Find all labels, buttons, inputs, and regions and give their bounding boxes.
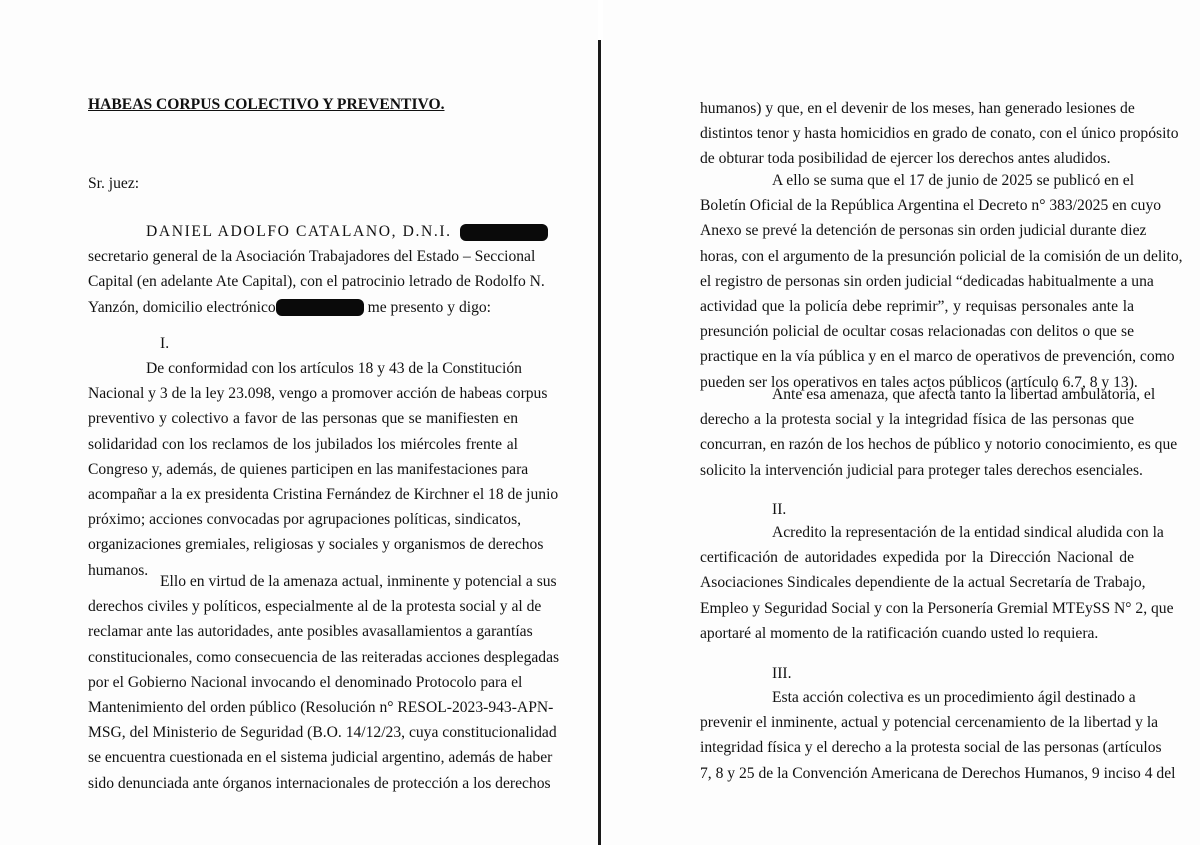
paragraph-accion-colectiva: Esta acción colectiva es un procedimiento ágil destinado a prevenir el inminente, actual y potencial cercenamiento de la libertad y la integridad física y el derecho a la protesta social de las personas (artículos 7, 8 y 25 de la Convención Americana de Derechos Humanos, 9 inciso 4 del (700, 689, 1176, 782)
right-page (603, 0, 1200, 845)
paragraph-continuation: humanos) y que, en el devenir de los meses, han generado lesiones de distintos tenor y hasta homicidios en grado de conato, con el único propósito de obturar toda posibilidad de ejercer los derechos antes aludidos. (700, 100, 1179, 168)
intro-closing: me presento y digo: (367, 298, 492, 316)
section-I-heading: I. (160, 335, 170, 352)
section-III-heading: III. (772, 665, 792, 682)
document-heading: HABEAS CORPUS COLECTIVO Y PREVENTIVO. (88, 96, 445, 113)
redacted-email (276, 299, 364, 316)
paragraph-conformidad: De conformidad con los artículos 18 y 43 de la Constitución Nacional y 3 de la ley 23.098, vengo a promover acción de habeas corpus preventivo y colectivo a favor de las personas que se manifiesten en solidaridad con los reclamos de los jubilados los miércoles frente al Congreso y, además, de quienes participen en las manifestaciones para acompañar a la ex presidenta Cristina Fernández de Kirchner el 18 de junio próximo; acciones convocadas por agrupaciones políticas, sindicatos, organizaciones gremiales, religiosas y sociales y organismos de derechos humanos. (88, 360, 559, 579)
intro-paragraph: DANIEL ADOLFO CATALANO, D.N.I. secretario general de la Asociación Trabajadores del Estado – Seccional Capital (en adelante Ate Capital), con el patrocinio letrado de Rodolfo N. Yanzón, domicilio electrónico me presento y digo: (88, 219, 518, 320)
intro-name: DANIEL ADOLFO CATALANO, D.N.I. (146, 223, 452, 240)
redacted-dni (460, 224, 548, 241)
paragraph-acredito: Acredito la representación de la entidad sindical aludida con la certificación de autoridades expedida por la Dirección Nacional de Asociaciones Sindicales dependiente de la actual Secretaría de Trabajo, Empleo y Seguridad Social y con la Personería Gremial MTEySS N° 2, que aportaré al momento de la ratificación cuando usted lo requiera. (700, 524, 1174, 642)
left-page (0, 0, 598, 845)
salutation: Sr. juez: (88, 175, 140, 192)
paragraph-amenaza-actual: Ello en virtud de la amenaza actual, inminente y potencial a sus derechos civiles y políticos, especialmente al de la protesta social y al de reclamar ante las autoridades, ante posibles avasallamientos a garantías constitucionales, como consecuencia de las reiteradas acciones desplegadas por el Gobierno Nacional invocando el denominado Protocolo para el Mantenimiento del orden público (Resolución n° RESOL-2023-943-APN- MSG, del Ministerio de Seguridad (B.O. 14/12/23, cuya constitucionalidad se encuentra cuestionada en el sistema judicial argentino, además de haber sido denunciada ante órganos internacionales de protección a los derechos (88, 573, 560, 792)
section-II-heading: II. (772, 501, 787, 518)
paragraph-ante-esa-amenaza: Ante esa amenaza, que afecta tanto la libertad ambulatoria, el derecho a la protesta social y la integridad física de las personas que concurran, en razón de los hechos de público y notorio conocimiento, es que solicito la intervención judicial para proteger tales derechos esenciales. (700, 386, 1178, 479)
page-divider (598, 40, 601, 845)
intro-domicilio: Yanzón, domicilio electrónico (88, 298, 276, 316)
paragraph-decreto: A ello se suma que el 17 de junio de 2025 se publicó en el Boletín Oficial de la República Argentina el Decreto n° 383/2025 en cuyo Anexo se prevé la detención de personas sin orden judicial durante diez horas, con el argumento de la presunción policial de la comisión de un delito, el registro de personas sin orden judicial “dedicadas habitualmente a una actividad que la policía debe reprimir”, y requisas personales ante la presunción policial de ocultar cosas relacionadas con delitos o que se practique en la vía pública y en el marco de operativos de prevención, como pueden ser los operativos en tales actos públicos (artículo 6.7, 8 y 13). (700, 172, 1183, 391)
